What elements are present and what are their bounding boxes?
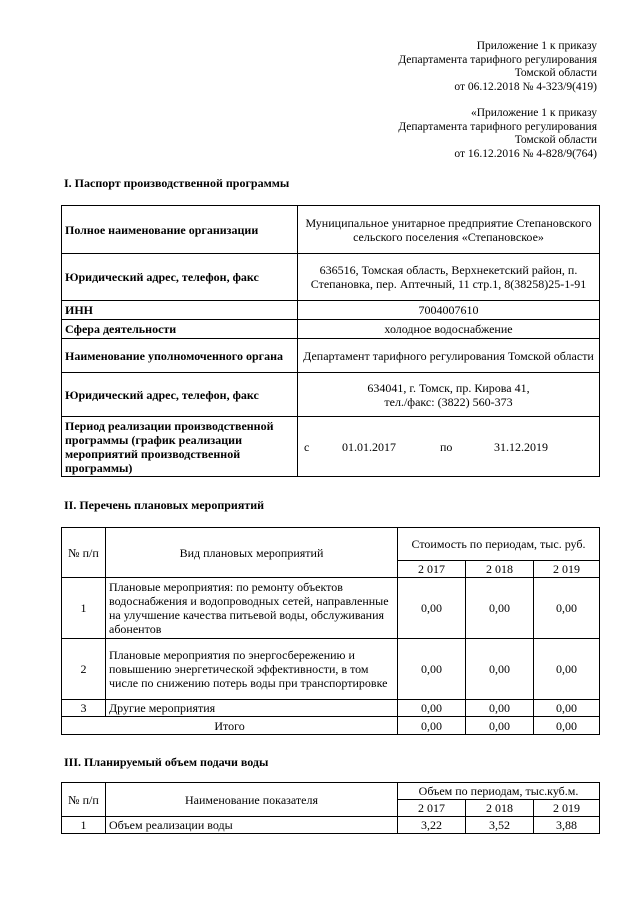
cell-value: 3,88 <box>534 817 600 834</box>
row-value: Муниципальное унитарное предприятие Степановского сельского поселения «Степановское» <box>298 206 600 254</box>
year-header: 2 018 <box>466 800 534 817</box>
header-line: Томской области <box>514 67 597 79</box>
row-num: 1 <box>62 578 106 639</box>
table-row <box>62 578 600 639</box>
col-volume-header: Объем по периодам, тыс.куб.м. <box>398 783 600 800</box>
header-line: «Приложение 1 к приказу <box>470 107 597 119</box>
cell-value: 3,22 <box>398 817 466 834</box>
table-row <box>62 339 600 373</box>
from-word: с <box>304 439 310 454</box>
row-name: Плановые мероприятия: по ремонту объектов водоснабжения и водопроводных сетей, направленные на улучшение качества питьевой воды, обслуживания абонентов <box>106 578 398 639</box>
table-row <box>62 301 600 320</box>
col-cost-header: Стоимость по периодам, тыс. руб. <box>398 528 600 561</box>
year-header: 2 017 <box>398 800 466 817</box>
address-line: 634041, г. Томск, пр. Кирова 41, <box>367 380 530 395</box>
appendix-header <box>398 40 597 94</box>
header-line: Департамента тарифного регулирования <box>398 53 597 66</box>
cell-value: 0,00 <box>466 717 534 735</box>
header-row <box>62 783 600 800</box>
row-label: Сфера деятельности <box>62 320 298 339</box>
passport-table <box>61 205 600 477</box>
period-to: 31.12.2019 <box>494 439 548 454</box>
table-row <box>62 417 600 477</box>
phone-line: тел./факс: (3822) 560-373 <box>384 394 513 409</box>
table-row <box>62 817 600 834</box>
to-word: по <box>440 439 453 454</box>
row-label: Юридический адрес, телефон, факс <box>62 254 298 301</box>
row-num: 2 <box>62 639 106 700</box>
col-num-header: № п/п <box>62 783 106 817</box>
row-name: Объем реализации воды <box>106 817 398 834</box>
row-name: Другие мероприятия <box>106 700 398 717</box>
row-value: 636516, Томская область, Верхнекетский район, п. Степановка, пер. Аптечный, 11 стр.1, 8(38258)25-1-91 <box>298 254 600 301</box>
section-3-title: III. Планируемый объем подачи воды <box>64 755 269 769</box>
row-label: Период реализации производственной программы (график реализации мероприятий производственной программы) <box>62 417 298 477</box>
total-row <box>62 717 600 735</box>
period-from: 01.01.2017 <box>342 439 396 454</box>
period-value <box>298 417 600 477</box>
year-header: 2 017 <box>398 561 466 578</box>
cell-value: 0,00 <box>398 578 466 639</box>
cell-value: 0,00 <box>534 639 600 700</box>
measures-table <box>61 527 600 735</box>
year-header: 2 019 <box>534 561 600 578</box>
cell-value: 0,00 <box>398 639 466 700</box>
cell-value: 0,00 <box>466 700 534 717</box>
row-label: Юридический адрес, телефон, факс <box>62 373 298 417</box>
row-value <box>298 373 600 417</box>
cell-value: 0,00 <box>398 717 466 735</box>
header-line: от 16.12.2016 № 4-828/9(764) <box>454 147 597 160</box>
header-line: Приложение 1 к приказу <box>476 40 597 52</box>
original-appendix-header <box>398 107 597 161</box>
table-row <box>62 700 600 717</box>
table-row <box>62 320 600 339</box>
table-row <box>62 254 600 301</box>
volume-table <box>61 782 600 834</box>
row-name: Плановые мероприятия по энергосбережению и повышению энергетической эффективности, в том числе по снижению потерь воды при транспортировке <box>106 639 398 700</box>
col-name-header: Наименование показателя <box>106 783 398 817</box>
col-num-header: № п/п <box>62 528 106 578</box>
table-row <box>62 206 600 254</box>
table-row <box>62 639 600 700</box>
row-num: 1 <box>62 817 106 834</box>
row-value: холодное водоснабжение <box>298 320 600 339</box>
year-header: 2 018 <box>466 561 534 578</box>
row-value: 7004007610 <box>298 301 600 320</box>
cell-value: 0,00 <box>534 717 600 735</box>
row-label: Полное наименование организации <box>62 206 298 254</box>
year-header: 2 019 <box>534 800 600 817</box>
cell-value: 0,00 <box>466 578 534 639</box>
cell-value: 0,00 <box>466 639 534 700</box>
row-label: Наименование уполномоченного органа <box>62 339 298 373</box>
cell-value: 0,00 <box>398 700 466 717</box>
section-2-title: II. Перечень плановых мероприятий <box>64 498 265 512</box>
row-num: 3 <box>62 700 106 717</box>
col-name-header: Вид плановых мероприятий <box>106 528 398 578</box>
header-line: Департамента тарифного регулирования <box>398 120 597 133</box>
total-label: Итого <box>62 717 398 735</box>
row-value: Департамент тарифного регулирования Томской области <box>298 339 600 373</box>
row-label: ИНН <box>62 301 298 320</box>
table-row <box>62 373 600 417</box>
cell-value: 3,52 <box>466 817 534 834</box>
cell-value: 0,00 <box>534 700 600 717</box>
cell-value: 0,00 <box>534 578 600 639</box>
header-line: Томской области <box>514 134 597 146</box>
section-1-title: I. Паспорт производственной программы <box>64 176 290 190</box>
header-row <box>62 528 600 561</box>
header-line: от 06.12.2018 № 4-323/9(419) <box>454 80 597 93</box>
